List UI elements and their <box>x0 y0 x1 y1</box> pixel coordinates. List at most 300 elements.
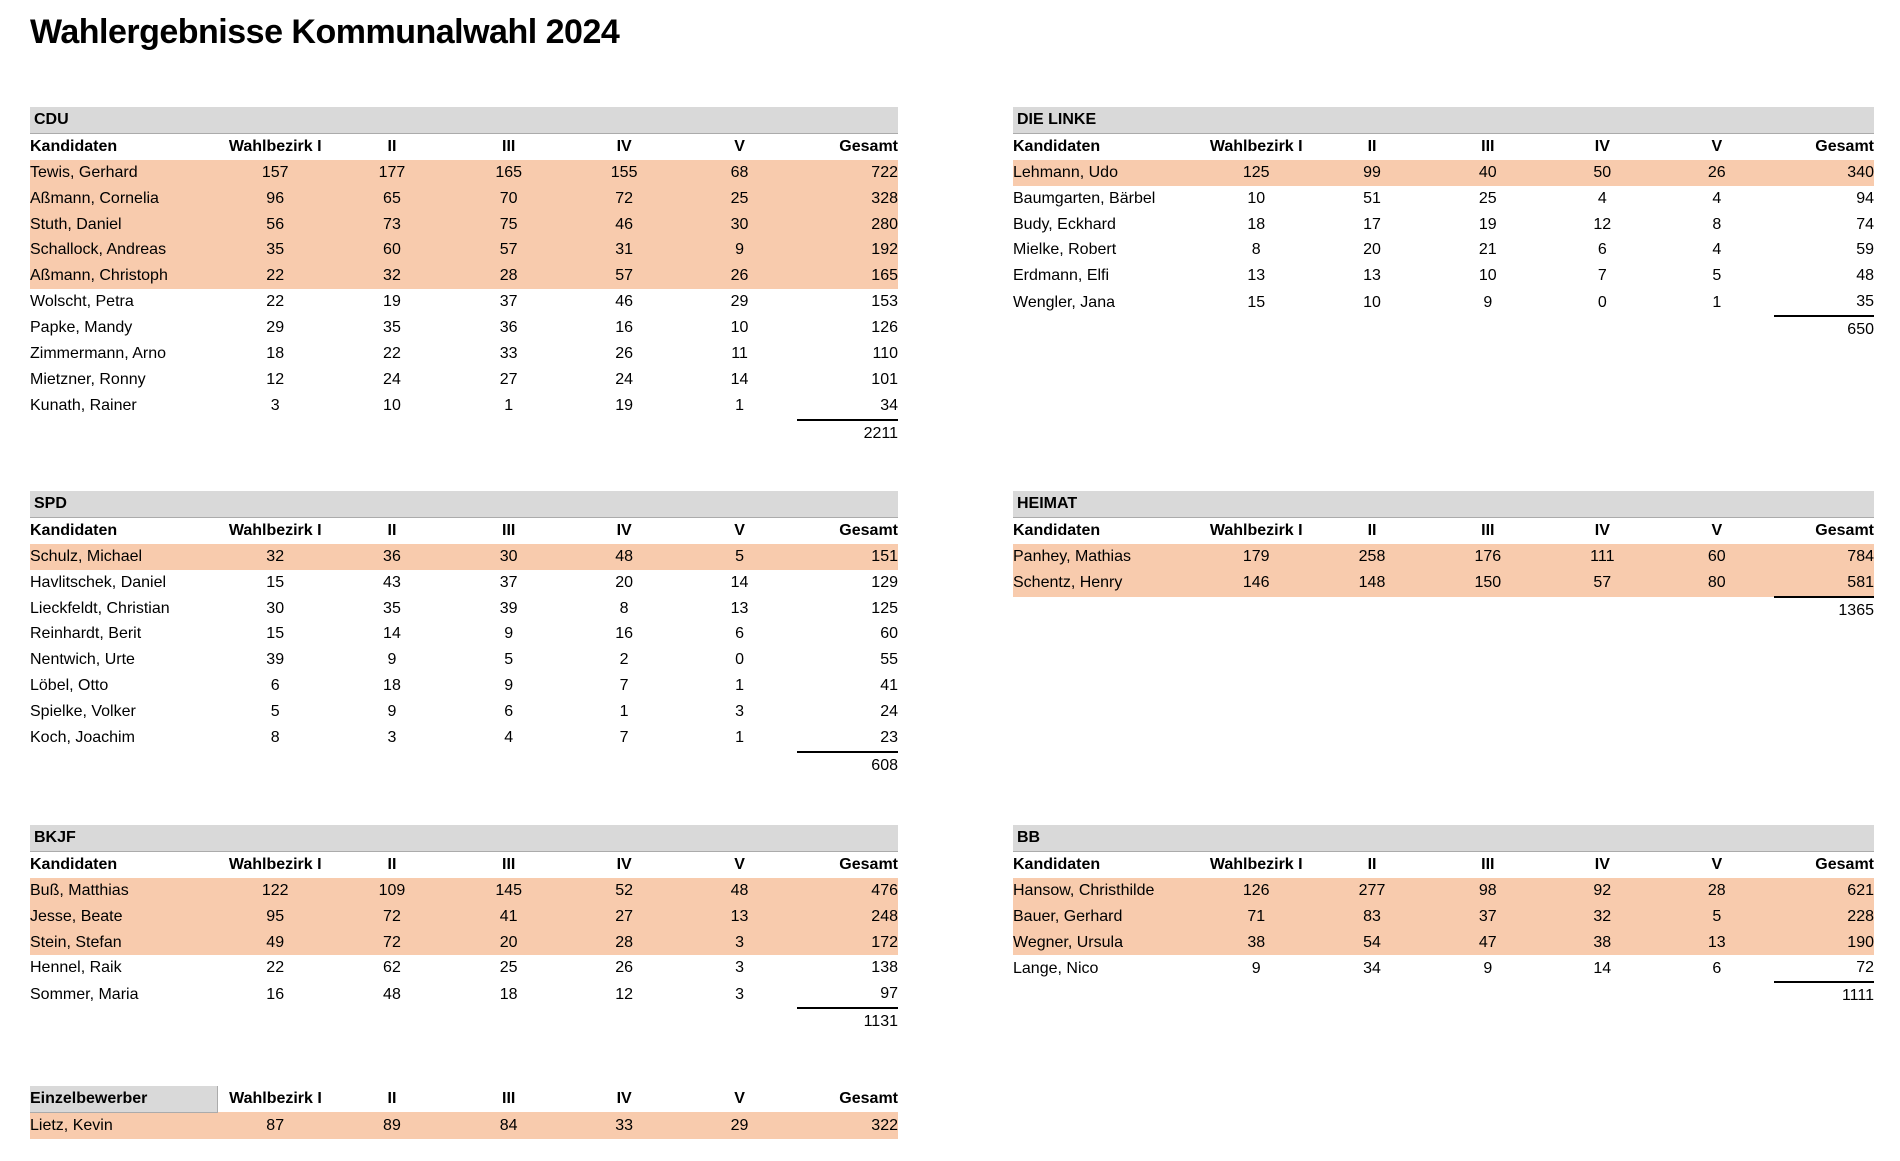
table-row <box>30 570 898 596</box>
vote-count: 5 <box>735 547 745 565</box>
vote-count: 25 <box>730 189 749 207</box>
column-header: Gesamt <box>1815 521 1874 539</box>
column-header: V <box>734 521 745 539</box>
vote-count: 16 <box>615 625 634 643</box>
table-row <box>1013 570 1874 597</box>
table-row <box>30 621 898 647</box>
candidate-name: Hansow, Christhilde <box>1013 881 1155 899</box>
candidate-gesamt: 59 <box>1856 241 1874 259</box>
column-header: Wahlbezirk I <box>228 855 322 873</box>
vote-count: 4 <box>1597 189 1607 207</box>
vote-count: 62 <box>383 959 401 977</box>
column-header: Kandidaten <box>1013 855 1101 873</box>
candidate-gesamt: 34 <box>880 396 898 414</box>
column-header: II <box>387 855 397 873</box>
vote-count: 1 <box>504 397 514 415</box>
candidate-name: Mielke, Robert <box>1013 241 1117 259</box>
vote-count: 51 <box>1363 189 1381 207</box>
vote-count: 22 <box>383 344 401 362</box>
vote-count: 92 <box>1593 881 1612 899</box>
vote-count: 176 <box>1474 547 1502 565</box>
column-header: II <box>1367 137 1377 155</box>
vote-count: 3 <box>735 985 745 1003</box>
vote-count: 6 <box>270 677 280 695</box>
table-row <box>30 160 898 186</box>
vote-count: 122 <box>261 881 289 899</box>
vote-count: 80 <box>1707 574 1726 592</box>
vote-count: 8 <box>1712 215 1722 233</box>
candidate-gesamt: 621 <box>1847 881 1874 899</box>
vote-count: 48 <box>615 547 634 565</box>
vote-count: 37 <box>1478 907 1497 925</box>
table-row <box>30 186 898 212</box>
column-header: Wahlbezirk I <box>1209 137 1303 155</box>
vote-count: 26 <box>730 267 749 285</box>
column-header: Gesamt <box>1815 855 1874 873</box>
party-total: 1365 <box>1774 597 1874 624</box>
column-header: V <box>734 1090 745 1108</box>
candidate-gesamt: 165 <box>871 267 898 285</box>
vote-count: 25 <box>1478 189 1497 207</box>
candidate-name: Baumgarten, Bärbel <box>1013 189 1156 207</box>
table-row <box>1013 904 1874 930</box>
vote-count: 60 <box>383 241 401 259</box>
candidate-gesamt: 153 <box>871 293 898 311</box>
vote-count: 17 <box>1363 215 1381 233</box>
vote-count: 14 <box>730 370 749 388</box>
table-row <box>1013 237 1874 263</box>
total-row-spacer <box>1013 982 1774 1009</box>
column-header: V <box>734 855 745 873</box>
table-spd <box>30 491 898 779</box>
vote-count: 36 <box>499 319 518 337</box>
table-row <box>30 544 898 570</box>
vote-count: 20 <box>1363 241 1381 259</box>
vote-count: 46 <box>615 293 634 311</box>
table-row <box>1013 930 1874 956</box>
candidate-name: Panhey, Mathias <box>1013 547 1131 565</box>
column-header: Kandidaten <box>30 137 118 155</box>
vote-count: 95 <box>266 907 285 925</box>
party-name: SPD <box>30 491 898 517</box>
vote-count: 33 <box>499 344 518 362</box>
candidate-name: Erdmann, Elfi <box>1013 267 1110 285</box>
total-row-spacer <box>30 752 797 779</box>
candidate-name: Lietz, Kevin <box>30 1116 113 1134</box>
candidate-gesamt: 172 <box>871 933 898 951</box>
candidate-gesamt: 129 <box>871 573 898 591</box>
vote-count: 111 <box>1590 547 1615 565</box>
column-header: III <box>1481 855 1495 873</box>
table-row <box>30 341 898 367</box>
table-einzelbewerber <box>30 1086 898 1139</box>
column-header: IV <box>616 521 632 539</box>
candidate-name: Wolscht, Petra <box>30 293 134 311</box>
candidate-name: Mietzner, Ronny <box>30 370 146 388</box>
vote-count: 39 <box>266 651 285 669</box>
candidate-gesamt: 35 <box>1856 293 1874 311</box>
vote-count: 9 <box>387 651 397 669</box>
vote-count: 35 <box>266 241 285 259</box>
candidate-name: Nentwich, Urte <box>30 651 135 669</box>
vote-count: 12 <box>615 985 634 1003</box>
vote-count: 37 <box>499 293 518 311</box>
candidate-gesamt: 48 <box>1856 267 1874 285</box>
vote-count: 4 <box>1712 189 1722 207</box>
vote-count: 13 <box>730 907 749 925</box>
column-header: III <box>502 521 516 539</box>
vote-count: 7 <box>619 729 629 747</box>
vote-count: 43 <box>383 573 401 591</box>
vote-count: 21 <box>1478 241 1497 259</box>
vote-count: 29 <box>730 1116 749 1134</box>
table-row <box>30 930 898 956</box>
table-bkjf <box>30 825 898 1035</box>
vote-count: 30 <box>266 599 285 617</box>
vote-count: 72 <box>383 907 401 925</box>
vote-count: 12 <box>1593 215 1612 233</box>
vote-count: 52 <box>615 881 634 899</box>
vote-count: 0 <box>1597 293 1607 311</box>
column-header: Gesamt <box>839 855 898 873</box>
vote-count: 32 <box>266 547 285 565</box>
vote-count: 15 <box>266 625 285 643</box>
vote-count: 57 <box>615 267 634 285</box>
candidate-gesamt: 476 <box>871 881 898 899</box>
candidate-gesamt: 340 <box>1847 163 1874 181</box>
column-header: V <box>1711 137 1723 155</box>
party-total: 2211 <box>797 420 898 447</box>
column-header: Wahlbezirk I <box>1209 521 1303 539</box>
table-row <box>30 725 898 752</box>
total-row <box>30 1008 898 1035</box>
vote-count: 68 <box>730 163 749 181</box>
column-header: III <box>502 855 516 873</box>
candidate-gesamt: 280 <box>871 215 898 233</box>
party-total: 1111 <box>1774 982 1874 1009</box>
column-header: Kandidaten <box>1013 521 1101 539</box>
vote-count: 20 <box>615 573 634 591</box>
candidate-name: Tewis, Gerhard <box>30 163 138 181</box>
party-total: 650 <box>1774 316 1874 343</box>
table-row <box>1013 212 1874 238</box>
column-header: III <box>502 1090 516 1108</box>
vote-count: 32 <box>1593 907 1612 925</box>
vote-count: 24 <box>383 370 401 388</box>
vote-count: 56 <box>266 215 285 233</box>
candidate-name: Schallock, Andreas <box>30 241 167 259</box>
party-total: 1131 <box>797 1008 898 1035</box>
vote-count: 15 <box>266 573 285 591</box>
candidate-gesamt: 228 <box>1847 907 1874 925</box>
vote-count: 11 <box>731 344 748 362</box>
candidate-name: Spielke, Volker <box>30 703 136 721</box>
candidate-name: Bauer, Gerhard <box>1013 907 1123 925</box>
vote-count: 8 <box>619 599 629 617</box>
candidate-gesamt: 151 <box>871 547 898 565</box>
vote-count: 71 <box>1247 907 1266 925</box>
vote-count: 28 <box>1707 881 1726 899</box>
vote-count: 27 <box>499 370 518 388</box>
party-total: 608 <box>797 752 898 779</box>
vote-count: 9 <box>735 241 745 259</box>
vote-count: 6 <box>504 703 514 721</box>
table-row <box>1013 878 1874 904</box>
table-row <box>30 878 898 904</box>
column-header: Gesamt <box>839 137 898 155</box>
vote-count: 13 <box>1363 267 1381 285</box>
vote-count: 73 <box>383 215 401 233</box>
vote-count: 146 <box>1242 574 1270 592</box>
vote-count: 155 <box>610 163 638 181</box>
party-name: BB <box>1013 825 1874 851</box>
vote-count: 46 <box>615 215 634 233</box>
candidate-name: Koch, Joachim <box>30 729 135 747</box>
vote-count: 48 <box>383 985 401 1003</box>
vote-count: 6 <box>1712 959 1722 977</box>
total-row <box>1013 597 1874 624</box>
vote-count: 28 <box>615 933 634 951</box>
vote-count: 16 <box>266 985 285 1003</box>
column-header: Gesamt <box>839 1090 898 1108</box>
candidate-name: Sommer, Maria <box>30 985 139 1003</box>
vote-count: 40 <box>1478 163 1497 181</box>
vote-count: 96 <box>266 189 285 207</box>
vote-count: 14 <box>1593 959 1612 977</box>
table-cdu <box>30 107 898 447</box>
vote-count: 18 <box>266 344 285 362</box>
vote-count: 31 <box>615 241 634 259</box>
candidate-gesamt: 60 <box>880 625 898 643</box>
vote-count: 5 <box>504 651 514 669</box>
vote-count: 4 <box>504 729 514 747</box>
vote-count: 39 <box>499 599 518 617</box>
vote-count: 22 <box>266 267 285 285</box>
candidate-name: Lehmann, Udo <box>1013 163 1118 181</box>
vote-count: 8 <box>1251 241 1261 259</box>
vote-count: 3 <box>270 397 280 415</box>
page-title: Wahlergebnisse Kommunalwahl 2024 <box>30 13 620 51</box>
total-row <box>30 752 898 779</box>
vote-count: 16 <box>615 319 634 337</box>
vote-count: 24 <box>615 370 634 388</box>
vote-count: 26 <box>615 344 634 362</box>
candidate-gesamt: 126 <box>871 319 898 337</box>
candidate-gesamt: 55 <box>880 651 898 669</box>
vote-count: 30 <box>499 547 518 565</box>
candidate-gesamt: 41 <box>880 677 898 695</box>
vote-count: 84 <box>499 1116 518 1134</box>
vote-count: 10 <box>730 319 749 337</box>
candidate-name: Aßmann, Cornelia <box>30 189 159 207</box>
vote-count: 9 <box>504 625 514 643</box>
vote-count: 32 <box>383 267 401 285</box>
column-header: II <box>1367 521 1377 539</box>
column-header: II <box>387 521 397 539</box>
candidate-gesamt: 138 <box>871 959 898 977</box>
vote-count: 19 <box>383 293 401 311</box>
vote-count: 14 <box>730 573 749 591</box>
vote-count: 165 <box>495 163 523 181</box>
candidate-name: Wegner, Ursula <box>1013 933 1123 951</box>
candidate-gesamt: 322 <box>871 1116 898 1134</box>
vote-count: 47 <box>1478 933 1497 951</box>
vote-count: 10 <box>383 397 401 415</box>
candidate-name: Aßmann, Christoph <box>30 267 168 285</box>
table-row <box>30 904 898 930</box>
vote-count: 1 <box>735 677 745 695</box>
column-header: III <box>1481 521 1495 539</box>
vote-count: 18 <box>499 985 518 1003</box>
table-row <box>1013 289 1874 316</box>
vote-count: 6 <box>1597 241 1607 259</box>
candidate-gesamt: 97 <box>880 985 898 1003</box>
candidate-name: Wengler, Jana <box>1013 293 1115 311</box>
vote-count: 35 <box>383 599 401 617</box>
candidate-gesamt: 581 <box>1847 573 1874 591</box>
party-name: DIE LINKE <box>1013 107 1874 133</box>
vote-count: 6 <box>735 625 745 643</box>
vote-count: 9 <box>1483 293 1493 311</box>
vote-count: 72 <box>615 189 634 207</box>
column-header: Kandidaten <box>30 855 118 873</box>
column-header: II <box>1367 855 1377 873</box>
table-row <box>30 289 898 315</box>
vote-count: 145 <box>495 881 523 899</box>
column-header: IV <box>1594 521 1610 539</box>
total-row <box>30 420 898 447</box>
vote-count: 18 <box>1247 215 1266 233</box>
column-header: II <box>387 1090 397 1108</box>
table-row <box>1013 955 1874 982</box>
candidate-name: Schulz, Michael <box>30 547 143 565</box>
candidate-name: Jesse, Beate <box>30 907 123 925</box>
column-header: III <box>502 137 516 155</box>
vote-count: 126 <box>1242 881 1270 899</box>
total-row-spacer <box>1013 597 1774 624</box>
table-row <box>1013 160 1874 186</box>
vote-count: 19 <box>1478 215 1497 233</box>
column-header: IV <box>616 137 632 155</box>
table-row <box>30 393 898 420</box>
vote-count: 2 <box>619 651 629 669</box>
vote-count: 9 <box>1251 959 1261 977</box>
vote-count: 4 <box>1712 241 1722 259</box>
candidate-name: Stuth, Daniel <box>30 215 122 233</box>
vote-count: 3 <box>387 729 397 747</box>
vote-count: 5 <box>270 703 280 721</box>
table-row <box>30 647 898 673</box>
party-name: HEIMAT <box>1013 491 1874 517</box>
candidate-gesamt: 125 <box>871 599 898 617</box>
candidate-gesamt: 110 <box>872 344 898 362</box>
column-header: II <box>387 137 397 155</box>
table-row <box>30 699 898 725</box>
column-header: V <box>1711 855 1723 873</box>
vote-count: 179 <box>1242 547 1270 565</box>
vote-count: 3 <box>735 933 745 951</box>
candidate-gesamt: 24 <box>880 703 898 721</box>
vote-count: 38 <box>1247 933 1266 951</box>
candidate-name: Papke, Mandy <box>30 319 133 337</box>
vote-count: 1 <box>735 729 745 747</box>
candidate-name: Stein, Stefan <box>30 933 122 951</box>
vote-count: 87 <box>266 1116 285 1134</box>
vote-count: 19 <box>615 397 634 415</box>
column-header: IV <box>1594 137 1610 155</box>
candidate-gesamt: 74 <box>1856 215 1874 233</box>
table-row <box>30 596 898 622</box>
table-row <box>1013 263 1874 289</box>
vote-count: 10 <box>1247 189 1266 207</box>
candidate-name: Reinhardt, Berit <box>30 625 142 643</box>
table-row <box>30 673 898 699</box>
column-header: Wahlbezirk I <box>1209 855 1303 873</box>
total-row-spacer <box>30 1008 797 1035</box>
column-header: Wahlbezirk I <box>229 1090 322 1108</box>
candidate-name: Zimmermann, Arno <box>30 344 167 362</box>
vote-count: 157 <box>261 163 289 181</box>
vote-count: 5 <box>1712 907 1722 925</box>
vote-count: 30 <box>730 215 749 233</box>
candidate-name: Lange, Nico <box>1013 959 1099 977</box>
vote-count: 27 <box>615 907 634 925</box>
candidate-gesamt: 94 <box>1856 189 1874 207</box>
party-name: CDU <box>30 107 898 133</box>
column-header: IV <box>616 1090 632 1108</box>
vote-count: 5 <box>1712 267 1722 285</box>
candidate-gesamt: 23 <box>880 728 898 746</box>
vote-count: 125 <box>1242 163 1270 181</box>
column-header: V <box>1711 521 1723 539</box>
vote-count: 10 <box>1363 293 1381 311</box>
vote-count: 148 <box>1358 574 1386 592</box>
candidate-gesamt: 328 <box>871 189 898 207</box>
vote-count: 0 <box>735 651 745 669</box>
vote-count: 48 <box>730 881 749 899</box>
vote-count: 9 <box>504 677 514 695</box>
candidate-name: Buß, Matthias <box>30 881 129 899</box>
vote-count: 1 <box>735 397 745 415</box>
party-name: Einzelbewerber <box>30 1086 217 1112</box>
candidate-name: Lieckfeldt, Christian <box>30 599 170 617</box>
vote-count: 49 <box>266 933 285 951</box>
total-row <box>1013 982 1874 1009</box>
vote-count: 60 <box>1707 547 1726 565</box>
vote-count: 3 <box>735 959 745 977</box>
vote-count: 38 <box>1593 933 1612 951</box>
vote-count: 1 <box>619 703 629 721</box>
vote-count: 54 <box>1363 933 1381 951</box>
vote-count: 35 <box>383 319 401 337</box>
vote-count: 18 <box>383 677 401 695</box>
vote-count: 8 <box>270 729 280 747</box>
candidate-gesamt: 722 <box>871 163 898 181</box>
vote-count: 12 <box>266 370 285 388</box>
table-row <box>30 263 898 289</box>
vote-count: 177 <box>378 163 406 181</box>
column-header: III <box>1481 137 1495 155</box>
vote-count: 13 <box>1247 267 1266 285</box>
column-header: V <box>734 137 745 155</box>
vote-count: 13 <box>1707 933 1726 951</box>
column-header: Kandidaten <box>30 521 118 539</box>
vote-count: 7 <box>619 677 629 695</box>
party-name: BKJF <box>30 825 898 851</box>
candidate-gesamt: 190 <box>1847 933 1874 951</box>
vote-count: 26 <box>615 959 634 977</box>
vote-count: 41 <box>499 907 518 925</box>
